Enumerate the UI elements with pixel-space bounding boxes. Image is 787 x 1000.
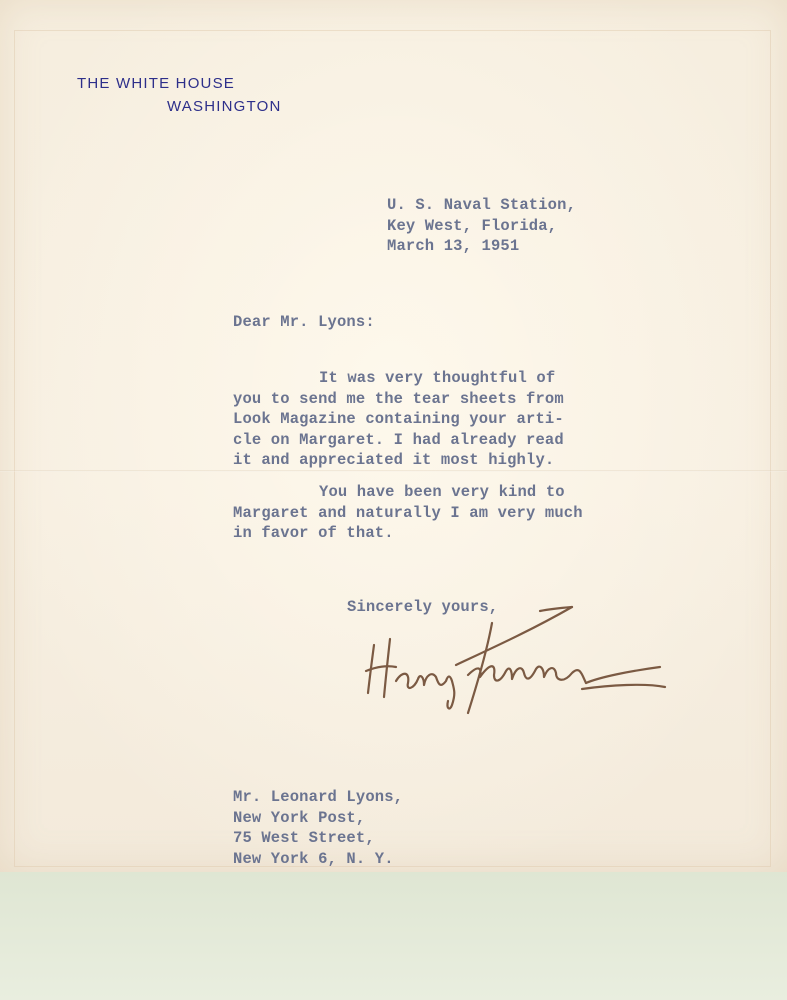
recipient-address — [233, 787, 403, 869]
closing: Sincerely yours, — [347, 598, 499, 616]
sender-address-line: Key West, Florida, — [387, 216, 558, 235]
body-line: Look Magazine containing your arti- — [233, 410, 564, 428]
body-line: in favor of that. — [233, 524, 394, 542]
salutation: Dear Mr. Lyons: — [233, 313, 375, 331]
recipient-address-line: New York 6, N. Y. — [233, 849, 394, 868]
letter-date: March 13, 1951 — [387, 237, 520, 255]
body-line: It was very thoughtful of — [319, 369, 556, 387]
body-line: You have been very kind to — [319, 483, 565, 501]
body-paragraph-2 — [233, 482, 583, 544]
recipient-address-line: 75 West Street, — [233, 829, 375, 847]
body-line: cle on Margaret. I had already read — [233, 430, 564, 449]
recipient-name: Mr. Leonard Lyons, — [233, 788, 404, 806]
backing-board — [0, 872, 787, 1000]
sender-address-line: U. S. Naval Station, — [387, 196, 577, 214]
body-line: Margaret and naturally I am very much — [233, 503, 583, 522]
recipient-address-line: New York Post, — [233, 808, 366, 827]
body-line: it and appreciated it most highly. — [233, 451, 555, 469]
signature-strokes — [366, 607, 665, 713]
letterhead-title: THE WHITE HOUSE — [77, 75, 236, 92]
body-line: you to send me the tear sheets from — [233, 389, 564, 408]
sender-address — [387, 195, 576, 257]
signature — [360, 605, 680, 725]
body-paragraph-1 — [233, 368, 564, 471]
letterhead-location: WASHINGTON — [167, 98, 282, 115]
